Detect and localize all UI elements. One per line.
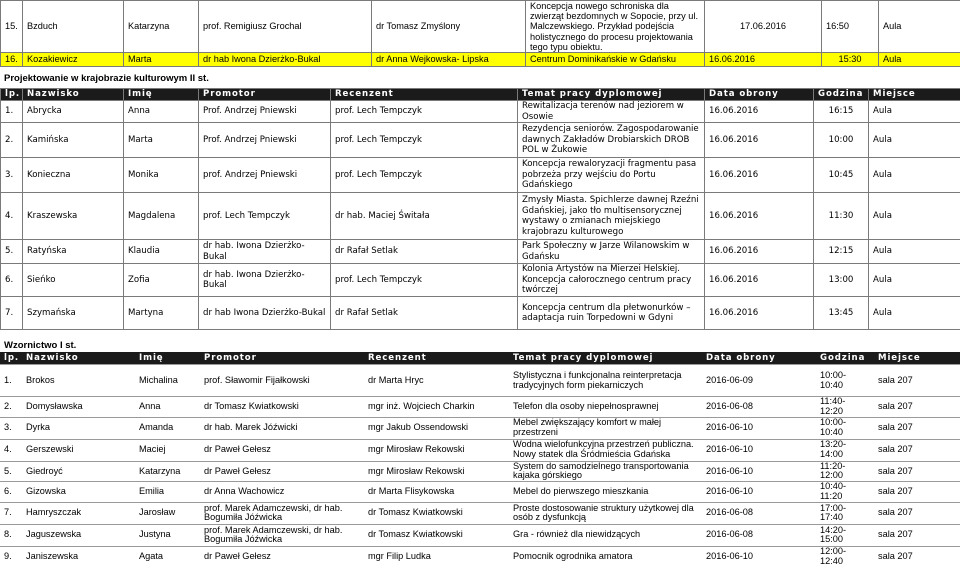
miejsce-cell: Aula bbox=[869, 264, 960, 297]
data-cell: 16.06.2016 bbox=[705, 240, 814, 264]
temat-cell: Park Społeczny w Jarze Wilanowskim w Gdańsku bbox=[518, 240, 705, 264]
godzina-cell: 10:00- 10:40 bbox=[816, 417, 874, 439]
recenzent-cell: dr Marta Hryc bbox=[364, 365, 509, 397]
imie-cell: Katarzyna bbox=[135, 461, 200, 482]
imie-cell: Monika bbox=[124, 158, 199, 193]
lp-cell: 2. bbox=[1, 123, 23, 158]
recenzent-cell: dr Marta Flisykowska bbox=[364, 482, 509, 503]
recenzent-cell: mgr inż. Wojciech Charkin bbox=[364, 397, 509, 418]
header-temat: Temat pracy dyplomowej bbox=[509, 352, 702, 364]
recenzent-cell: mgr Filip Ludka bbox=[364, 546, 509, 566]
miejsce-cell: Aula bbox=[879, 1, 960, 53]
data-cell: 16.06.2016 bbox=[705, 101, 814, 123]
nazwisko-cell: Kamińska bbox=[23, 123, 124, 158]
data-cell: 2016-06-10 bbox=[702, 546, 816, 566]
lp-cell: 9. bbox=[0, 546, 22, 566]
lp-cell: 2. bbox=[0, 397, 22, 418]
data-cell: 2016-06-09 bbox=[702, 365, 816, 397]
miejsce-cell: sala 207 bbox=[874, 482, 960, 503]
lp-cell: 4. bbox=[1, 193, 23, 240]
table-row bbox=[0, 417, 960, 439]
nazwisko-cell: Ratyńska bbox=[23, 240, 124, 264]
temat-cell: Kolonia Artystów na Mierzei Helskiej. Koncepcja całorocznego centrum pracy twórczej bbox=[518, 264, 705, 297]
miejsce-cell: Aula bbox=[869, 158, 960, 193]
godzina-cell: 11:20- 12:00 bbox=[816, 461, 874, 482]
nazwisko-cell: Domysławska bbox=[22, 397, 135, 418]
top-table bbox=[0, 0, 960, 67]
imie-cell: Anna bbox=[124, 101, 199, 123]
header-promotor: Promotor bbox=[199, 89, 331, 101]
nazwisko-cell: Dyrka bbox=[22, 417, 135, 439]
table-row bbox=[0, 439, 960, 461]
recenzent-cell: dr Anna Wejkowska- Lipska bbox=[372, 53, 526, 67]
godzina-cell: 10:45 bbox=[814, 158, 869, 193]
miejsce-cell: Aula bbox=[869, 240, 960, 264]
imie-cell: Amanda bbox=[135, 417, 200, 439]
table-row bbox=[1, 240, 960, 264]
promotor-cell: dr Paweł Gełesz bbox=[200, 546, 364, 566]
wzornictwo-table bbox=[0, 352, 960, 364]
miejsce-cell: sala 207 bbox=[874, 439, 960, 461]
godzina-cell: 17:00- 17:40 bbox=[816, 502, 874, 524]
nazwisko-cell: Gizowska bbox=[22, 482, 135, 503]
data-cell: 16.06.2016 bbox=[705, 297, 814, 330]
wzornictwo-body-table bbox=[0, 364, 960, 566]
temat-cell: Stylistyczna i funkcjonalna reinterpretacja tradycyjnych form piekarniczych bbox=[509, 365, 702, 397]
miejsce-cell: Aula bbox=[869, 297, 960, 330]
recenzent-cell: dr Tomasz Kwiatkowski bbox=[364, 502, 509, 524]
recenzent-cell: prof. Lech Tempczyk bbox=[331, 101, 518, 123]
table-row bbox=[0, 397, 960, 418]
nazwisko-cell: Kozakiewicz bbox=[23, 53, 124, 67]
data-cell: 16.06.2016 bbox=[705, 53, 822, 67]
promotor-cell: prof. Marek Adamczewski, dr hab. Bogumiła Jóźwicka bbox=[200, 502, 364, 524]
data-cell: 2016-06-10 bbox=[702, 417, 816, 439]
table-row bbox=[1, 264, 960, 297]
temat-cell: Mebel do pierwszego mieszkania bbox=[509, 482, 702, 503]
header-miejsce: Miejsce bbox=[874, 352, 960, 364]
godzina-cell: 10:00 bbox=[814, 123, 869, 158]
promotor-cell: Prof. Andrzej Pniewski bbox=[199, 123, 331, 158]
promotor-cell: dr hab Iwona Dzierżko-Bukal bbox=[199, 53, 372, 67]
imie-cell: Marta bbox=[124, 53, 199, 67]
data-cell: 16.06.2016 bbox=[705, 193, 814, 240]
promotor-cell: Prof. Andrzej Pniewski bbox=[199, 101, 331, 123]
table-row bbox=[1, 297, 960, 330]
section-title-wzornictwo: Wzornictwo I st. bbox=[4, 340, 77, 352]
promotor-cell: prof. Remigiusz Grochal bbox=[199, 1, 372, 53]
imie-cell: Marta bbox=[124, 123, 199, 158]
godzina-cell: 10:00- 10:40 bbox=[816, 365, 874, 397]
temat-cell: Telefon dla osoby niepełnosprawnej bbox=[509, 397, 702, 418]
header-godzina: Godzina bbox=[816, 352, 874, 364]
header-recenzent: Recenzent bbox=[331, 89, 518, 101]
lp-cell: 16. bbox=[1, 53, 23, 67]
table-row bbox=[0, 502, 960, 524]
temat-cell: Koncepcja rewaloryzacji fragmentu pasa pobrzeża przy wejściu do Portu Gdańskiego bbox=[518, 158, 705, 193]
imie-cell: Maciej bbox=[135, 439, 200, 461]
promotor-cell: dr hab. Iwona Dzierżko-Bukal bbox=[199, 264, 331, 297]
temat-cell: Koncepcja nowego schroniska dla zwierząt bezdomnych w Sopocie, przy ul. Malczewskiego. Przykład podejścia holistycznego do procesu projektowania tego typu obiektu. bbox=[526, 1, 705, 53]
recenzent-cell: dr Rafał Setlak bbox=[331, 297, 518, 330]
lp-cell: 7. bbox=[1, 297, 23, 330]
header-promotor: Promotor bbox=[200, 352, 364, 364]
godzina-cell: 13:00 bbox=[814, 264, 869, 297]
table-row-highlighted bbox=[1, 53, 960, 67]
miejsce-cell: sala 207 bbox=[874, 502, 960, 524]
nazwisko-cell: Jaguszewska bbox=[22, 524, 135, 546]
recenzent-cell: prof. Lech Tempczyk bbox=[331, 158, 518, 193]
promotor-cell: prof. Lech Tempczyk bbox=[199, 193, 331, 240]
table-row bbox=[1, 123, 960, 158]
promotor-cell: dr Anna Wachowicz bbox=[200, 482, 364, 503]
lp-cell: 15. bbox=[1, 1, 23, 53]
imie-cell: Magdalena bbox=[124, 193, 199, 240]
lp-cell: 1. bbox=[1, 101, 23, 123]
table-row bbox=[0, 365, 960, 397]
header-nazwisko: Nazwisko bbox=[22, 352, 135, 364]
lp-cell: 6. bbox=[1, 264, 23, 297]
header-nazwisko: Nazwisko bbox=[23, 89, 124, 101]
nazwisko-cell: Kraszewska bbox=[23, 193, 124, 240]
data-cell: 16.06.2016 bbox=[705, 158, 814, 193]
miejsce-cell: Aula bbox=[869, 193, 960, 240]
data-cell: 2016-06-10 bbox=[702, 439, 816, 461]
recenzent-cell: dr Rafał Setlak bbox=[331, 240, 518, 264]
temat-cell: Koncepcja centrum dla płetwonurków – adaptacja ruin Torpedowni w Gdyni bbox=[518, 297, 705, 330]
godzina-cell: 15:30 bbox=[822, 53, 879, 67]
table-row bbox=[0, 461, 960, 482]
table-header-row bbox=[1, 89, 960, 101]
data-cell: 2016-06-10 bbox=[702, 461, 816, 482]
recenzent-cell: mgr Jakub Ossendowski bbox=[364, 417, 509, 439]
recenzent-cell: mgr Mirosław Rekowski bbox=[364, 439, 509, 461]
header-godzina: Godzina bbox=[814, 89, 869, 101]
miejsce-cell: sala 207 bbox=[874, 365, 960, 397]
godzina-cell: 16:50 bbox=[822, 1, 879, 53]
data-cell: 2016-06-10 bbox=[702, 482, 816, 503]
temat-cell: Pomocnik ogrodnika amatora bbox=[509, 546, 702, 566]
promotor-cell: prof. Andrzej Pniewski bbox=[199, 158, 331, 193]
table-header-row bbox=[0, 352, 960, 364]
promotor-cell: dr hab. Iwona Dzierżko- Bukal bbox=[199, 240, 331, 264]
miejsce-cell: sala 207 bbox=[874, 417, 960, 439]
miejsce-cell: sala 207 bbox=[874, 461, 960, 482]
nazwisko-cell: Abrycka bbox=[23, 101, 124, 123]
lp-cell: 4. bbox=[0, 439, 22, 461]
temat-cell: Gra - również dla niewidzących bbox=[509, 524, 702, 546]
data-cell: 2016-06-08 bbox=[702, 502, 816, 524]
miejsce-cell: Aula bbox=[869, 101, 960, 123]
krajobraz-table bbox=[0, 88, 960, 330]
recenzent-cell: dr Tomasz Kwiatkowski bbox=[364, 524, 509, 546]
nazwisko-cell: Brokos bbox=[22, 365, 135, 397]
recenzent-cell: mgr Mirosław Rekowski bbox=[364, 461, 509, 482]
data-cell: 16.06.2016 bbox=[705, 123, 814, 158]
table-row bbox=[1, 158, 960, 193]
godzina-cell: 16:15 bbox=[814, 101, 869, 123]
header-miejsce: Miejsce bbox=[869, 89, 960, 101]
recenzent-cell: dr Tomasz Zmyślony bbox=[372, 1, 526, 53]
nazwisko-cell: Janiszewska bbox=[22, 546, 135, 566]
recenzent-cell: dr hab. Maciej Świtała bbox=[331, 193, 518, 240]
imie-cell: Anna bbox=[135, 397, 200, 418]
godzina-cell: 12:00- 12:40 bbox=[816, 546, 874, 566]
recenzent-cell: prof. Lech Tempczyk bbox=[331, 264, 518, 297]
promotor-cell: dr Tomasz Kwiatkowski bbox=[200, 397, 364, 418]
recenzent-cell: prof. Lech Tempczyk bbox=[331, 123, 518, 158]
data-cell: 16.06.2016 bbox=[705, 264, 814, 297]
data-cell: 2016-06-08 bbox=[702, 524, 816, 546]
imie-cell: Agata bbox=[135, 546, 200, 566]
temat-cell: Rewitalizacja terenów nad jeziorem w Osowie bbox=[518, 101, 705, 123]
miejsce-cell: sala 207 bbox=[874, 524, 960, 546]
table-row bbox=[0, 482, 960, 503]
nazwisko-cell: Sieńko bbox=[23, 264, 124, 297]
header-lp: lp. bbox=[1, 89, 23, 101]
header-imie: Imię bbox=[124, 89, 199, 101]
temat-cell: Proste dostosowanie struktury użytkowej dla osób z dysfunkcją bbox=[509, 502, 702, 524]
godzina-cell: 12:15 bbox=[814, 240, 869, 264]
miejsce-cell: Aula bbox=[869, 123, 960, 158]
table-row bbox=[1, 1, 960, 53]
temat-cell: Rezydencja seniorów. Zagospodarowanie dawnych Zakładów Drobiarskich DROB POL w Żukowie bbox=[518, 123, 705, 158]
imie-cell: Katarzyna bbox=[124, 1, 199, 53]
lp-cell: 8. bbox=[0, 524, 22, 546]
lp-cell: 3. bbox=[0, 417, 22, 439]
miejsce-cell: sala 207 bbox=[874, 397, 960, 418]
imie-cell: Jarosław bbox=[135, 502, 200, 524]
header-imie: Imię bbox=[135, 352, 200, 364]
godzina-cell: 14:20- 15:00 bbox=[816, 524, 874, 546]
godzina-cell: 13:45 bbox=[814, 297, 869, 330]
temat-cell: Mebel zwiększający komfort w małej przestrzeni bbox=[509, 417, 702, 439]
godzina-cell: 11:40- 12:20 bbox=[816, 397, 874, 418]
godzina-cell: 10:40- 11:20 bbox=[816, 482, 874, 503]
lp-cell: 5. bbox=[1, 240, 23, 264]
lp-cell: 7. bbox=[0, 502, 22, 524]
table-row bbox=[0, 524, 960, 546]
section-title-krajobraz: Projektowanie w krajobrazie kulturowym II st. bbox=[4, 73, 209, 85]
miejsce-cell: Aula bbox=[879, 53, 960, 67]
temat-cell: Wodna wielofunkcyjna przestrzeń publiczna. Nowy statek dla Śródmieścia Gdańska bbox=[509, 439, 702, 461]
wzornictwo-rows bbox=[0, 364, 960, 566]
imie-cell: Klaudia bbox=[124, 240, 199, 264]
header-data: Data obrony bbox=[702, 352, 816, 364]
promotor-cell: prof. Sławomir Fijałkowski bbox=[200, 365, 364, 397]
data-cell: 17.06.2016 bbox=[705, 1, 822, 53]
godzina-cell: 11:30 bbox=[814, 193, 869, 240]
promotor-cell: dr hab. Marek Jóźwicki bbox=[200, 417, 364, 439]
lp-cell: 5. bbox=[0, 461, 22, 482]
miejsce-cell: sala 207 bbox=[874, 546, 960, 566]
table-row bbox=[1, 193, 960, 240]
imie-cell: Justyna bbox=[135, 524, 200, 546]
nazwisko-cell: Giedroyć bbox=[22, 461, 135, 482]
table-row bbox=[1, 101, 960, 123]
promotor-cell: prof. Marek Adamczewski, dr hab. Bogumiła Jóźwicka bbox=[200, 524, 364, 546]
header-data: Data obrony bbox=[705, 89, 814, 101]
header-recenzent: Recenzent bbox=[364, 352, 509, 364]
lp-cell: 1. bbox=[0, 365, 22, 397]
nazwisko-cell: Bzduch bbox=[23, 1, 124, 53]
promotor-cell: dr Paweł Gełesz bbox=[200, 439, 364, 461]
nazwisko-cell: Gerszewski bbox=[22, 439, 135, 461]
nazwisko-cell: Szymańska bbox=[23, 297, 124, 330]
godzina-cell: 13:20- 14:00 bbox=[816, 439, 874, 461]
temat-cell: Centrum Dominikańskie w Gdańsku bbox=[526, 53, 705, 67]
lp-cell: 6. bbox=[0, 482, 22, 503]
temat-cell: System do samodzielnego transportowania kajaka górskiego bbox=[509, 461, 702, 482]
nazwisko-cell: Konieczna bbox=[23, 158, 124, 193]
imie-cell: Emilia bbox=[135, 482, 200, 503]
header-lp: lp. bbox=[0, 352, 22, 364]
temat-cell: Zmysły Miasta. Spichlerze dawnej Rzeźni Gdańskiej, jako tło multisensorycznej wystawy o zmianach miejskiego krajobrazu kulturowego bbox=[518, 193, 705, 240]
imie-cell: Martyna bbox=[124, 297, 199, 330]
promotor-cell: dr hab Iwona Dzierżko-Bukal bbox=[199, 297, 331, 330]
nazwisko-cell: Hamryszczak bbox=[22, 502, 135, 524]
table-row bbox=[0, 546, 960, 566]
promotor-cell: dr Paweł Gełesz bbox=[200, 461, 364, 482]
imie-cell: Michalina bbox=[135, 365, 200, 397]
header-temat: Temat pracy dyplomowej bbox=[518, 89, 705, 101]
lp-cell: 3. bbox=[1, 158, 23, 193]
data-cell: 2016-06-08 bbox=[702, 397, 816, 418]
imie-cell: Zofia bbox=[124, 264, 199, 297]
